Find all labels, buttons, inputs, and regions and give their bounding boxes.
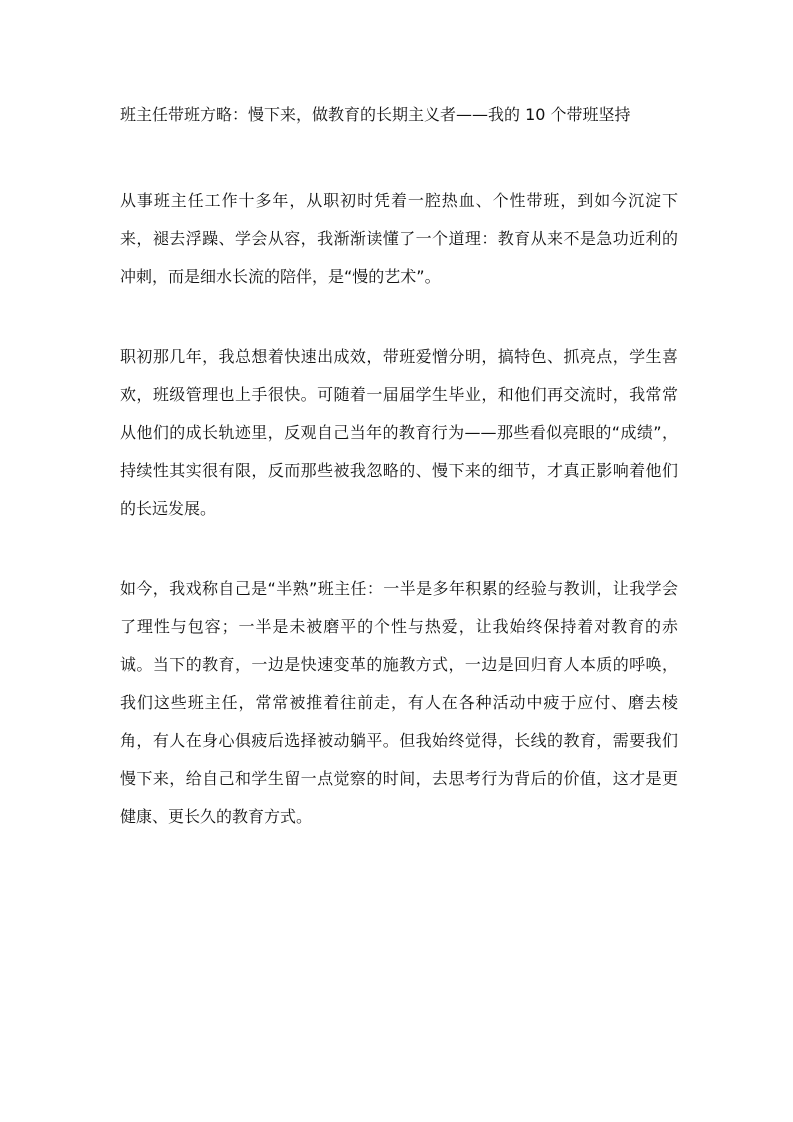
paragraph-2: 职初那几年，我总想着快速出成效，带班爱憎分明，搞特色、抓亮点，学生喜欢，班级管理也上手很快。可随着一届届学生毕业，和他们再交流时，我常常从他们的成长轨迹里，反观自己当年的教育行为——那些看似亮眼的“成绩”，持续性其实很有限，反而那些被我忽略的、慢下来的细节，才真正影响着他们的长远发展。: [120, 347, 678, 518]
document-body: [120, 96, 678, 836]
paragraph-1: 从事班主任工作十多年，从职初时凭着一腔热血、个性带班，到如今沉淀下来，褪去浮躁、学会从容，我渐渐读懂了一个道理：教育从来不是急功近利的冲刺，而是细水长流的陪伴，是“慢的艺术”。: [120, 191, 678, 286]
document-title: 班主任带班方略：慢下来，做教育的长期主义者——我的 10 个带班坚持: [120, 105, 631, 124]
paragraph-3: 如今，我戏称自己是“半熟”班主任：一半是多年积累的经验与教训，让我学会了理性与包容；一半是未被磨平的个性与热爱，让我始终保持着对教育的赤诚。当下的教育，一边是快速变革的施教方式，一边是回归育人本质的呼唤，我们这些班主任，常常被推着往前走，有人在各种活动中疲于应付、磨去棱角，有人在身心俱疲后选择被动躺平。但我始终觉得，长线的教育，需要我们慢下来，给自己和学生留一点觉察的时间，去思考行为背后的价值，这才是更健康、更长久的教育方式。: [120, 579, 678, 826]
